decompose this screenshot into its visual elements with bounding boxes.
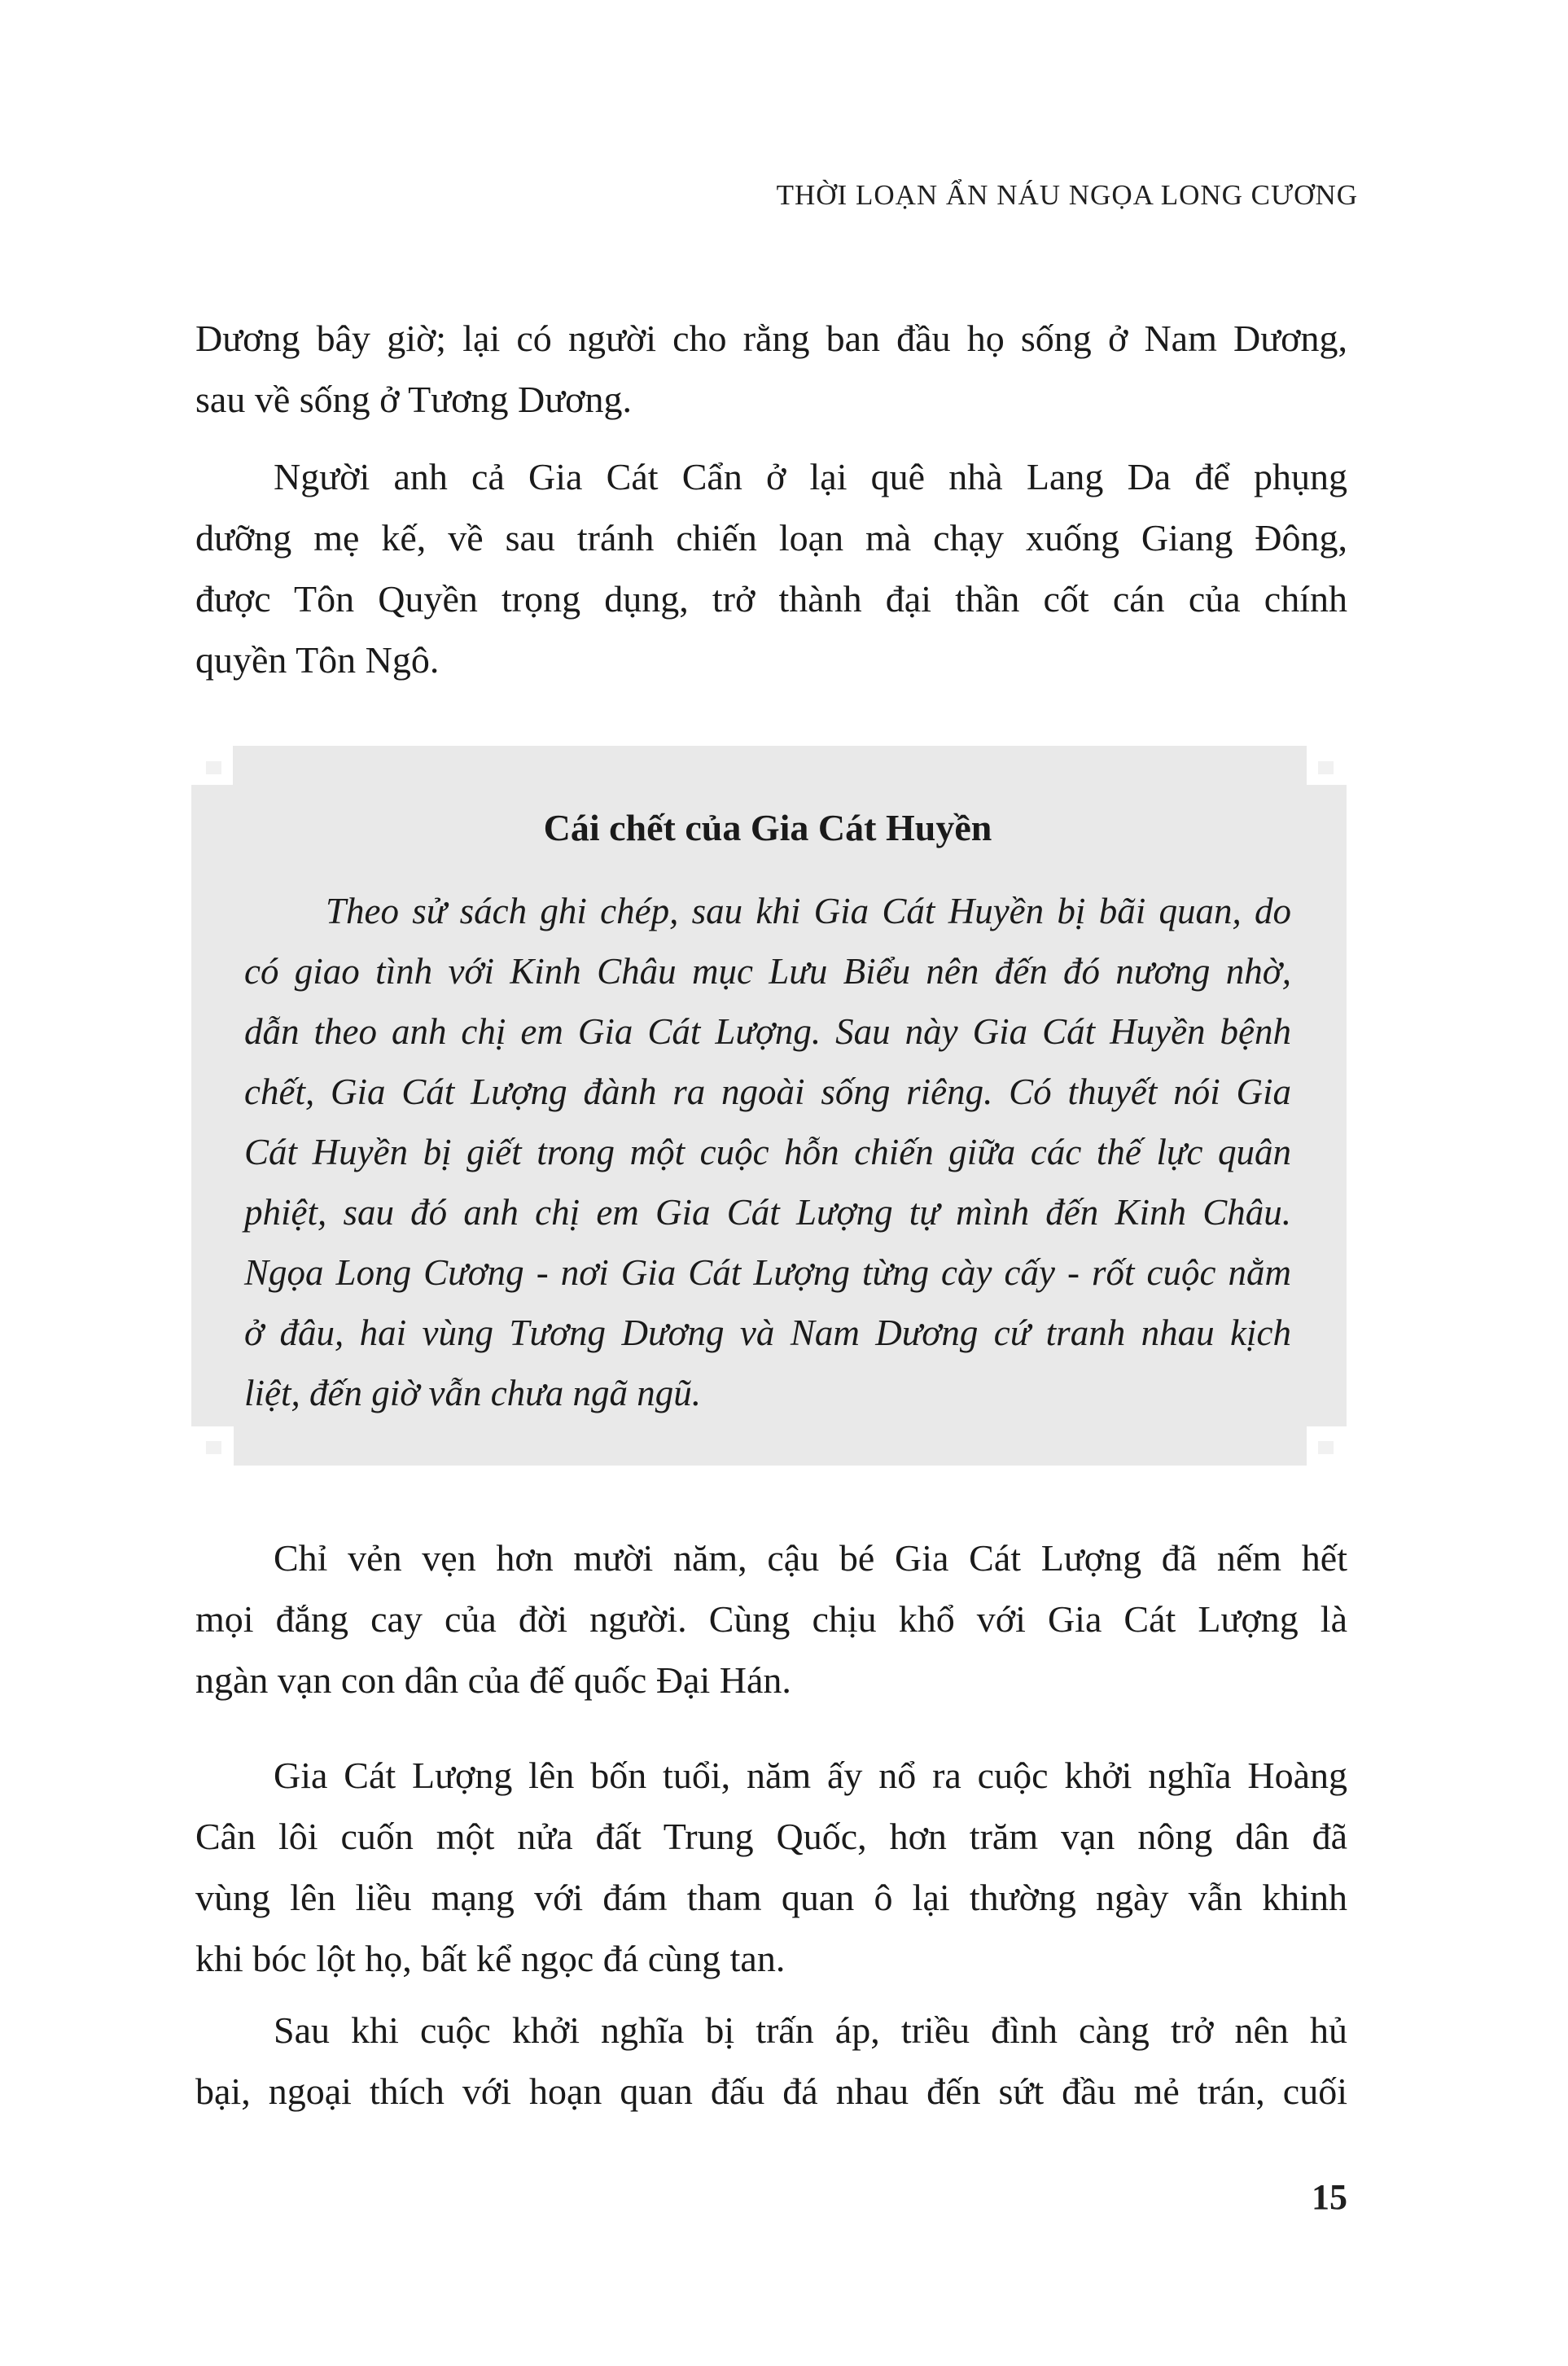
corner-square-decoration bbox=[206, 1441, 221, 1454]
paragraph bbox=[195, 2000, 1347, 2122]
info-box bbox=[191, 746, 1347, 1466]
text-line: quyền Tôn Ngô. bbox=[195, 639, 440, 681]
text-line: ngàn vạn con dân của đế quốc Đại Hán. bbox=[195, 1659, 791, 1701]
paragraph bbox=[195, 1745, 1347, 1989]
text-line: liệt, đến giờ vẫn chưa ngã ngũ. bbox=[244, 1373, 701, 1413]
text-line: vùng lên liều mạng với đám tham quan ô lại thường ngày vẫn khinh bbox=[195, 1877, 1347, 1918]
text-line: Cân lôi cuốn một nửa đất Trung Quốc, hơn trăm vạn nông dân đã bbox=[195, 1816, 1347, 1857]
text-column bbox=[195, 308, 1347, 2122]
info-box-title: Cái chết của Gia Cát Huyền bbox=[543, 807, 992, 848]
info-box-top-strip bbox=[233, 746, 1307, 785]
paragraph bbox=[195, 308, 1347, 430]
text-line: Chỉ vẻn vẹn hơn mười năm, cậu bé Gia Cát Lượng đã nếm hết bbox=[274, 1537, 1347, 1579]
page-number: 15 bbox=[1312, 2177, 1347, 2217]
text-line: có giao tình với Kinh Châu mục Lưu Biểu nên đến đó nương nhờ, bbox=[244, 951, 1291, 992]
paragraph bbox=[195, 1527, 1347, 1711]
running-header: THỜI LOẠN ẨN NÁU NGỌA LONG CƯƠNG bbox=[776, 179, 1358, 211]
info-box-text bbox=[244, 881, 1291, 1423]
text-line: khi bóc lột họ, bất kể ngọc đá cùng tan. bbox=[195, 1938, 786, 1979]
text-line: dưỡng mẹ kế, về sau tránh chiến loạn mà chạy xuống Giang Đông, bbox=[195, 517, 1347, 559]
corner-square-decoration bbox=[206, 761, 221, 774]
text-line: bại, ngoại thích với hoạn quan đấu đá nhau đến sứt đầu mẻ trán, cuối bbox=[195, 2070, 1347, 2112]
text-line: sau về sống ở Tương Dương. bbox=[195, 379, 632, 420]
text-line: chết, Gia Cát Lượng đành ra ngoài sống riêng. Có thuyết nói Gia bbox=[244, 1071, 1291, 1112]
text-line: được Tôn Quyền trọng dụng, trở thành đại thần cốt cán của chính bbox=[195, 578, 1347, 620]
text-line: Gia Cát Lượng lên bốn tuổi, năm ấy nổ ra cuộc khởi nghĩa Hoàng bbox=[274, 1755, 1347, 1796]
corner-square-decoration bbox=[1318, 761, 1334, 774]
text-line: Dương bây giờ; lại có người cho rằng ban đầu họ sống ở Nam Dương, bbox=[195, 318, 1347, 359]
text-line: phiệt, sau đó anh chị em Gia Cát Lượng tự mình đến Kinh Châu. bbox=[244, 1192, 1291, 1233]
text-line: Người anh cả Gia Cát Cẩn ở lại quê nhà Lang Da để phụng bbox=[274, 456, 1347, 497]
text-line: Cát Huyền bị giết trong một cuộc hỗn chiến giữa các thế lực quân bbox=[244, 1132, 1291, 1172]
info-box-body bbox=[191, 785, 1347, 1426]
info-box-bottom-strip bbox=[234, 1426, 1307, 1466]
text-line: Ngọa Long Cương - nơi Gia Cát Lượng từng cày cấy - rốt cuộc nằm bbox=[244, 1252, 1291, 1293]
text-line: mọi đắng cay của đời người. Cùng chịu khổ với Gia Cát Lượng là bbox=[195, 1598, 1347, 1640]
text-line: ở đâu, hai vùng Tương Dương và Nam Dương cứ tranh nhau kịch bbox=[244, 1312, 1291, 1353]
text-line: Theo sử sách ghi chép, sau khi Gia Cát Huyền bị bãi quan, do bbox=[326, 891, 1291, 931]
corner-square-decoration bbox=[1318, 1441, 1334, 1454]
paragraph bbox=[195, 446, 1347, 690]
text-line: dẫn theo anh chị em Gia Cát Lượng. Sau này Gia Cát Huyền bệnh bbox=[244, 1011, 1291, 1052]
text-line: Sau khi cuộc khởi nghĩa bị trấn áp, triều đình càng trở nên hủ bbox=[274, 2009, 1347, 2051]
